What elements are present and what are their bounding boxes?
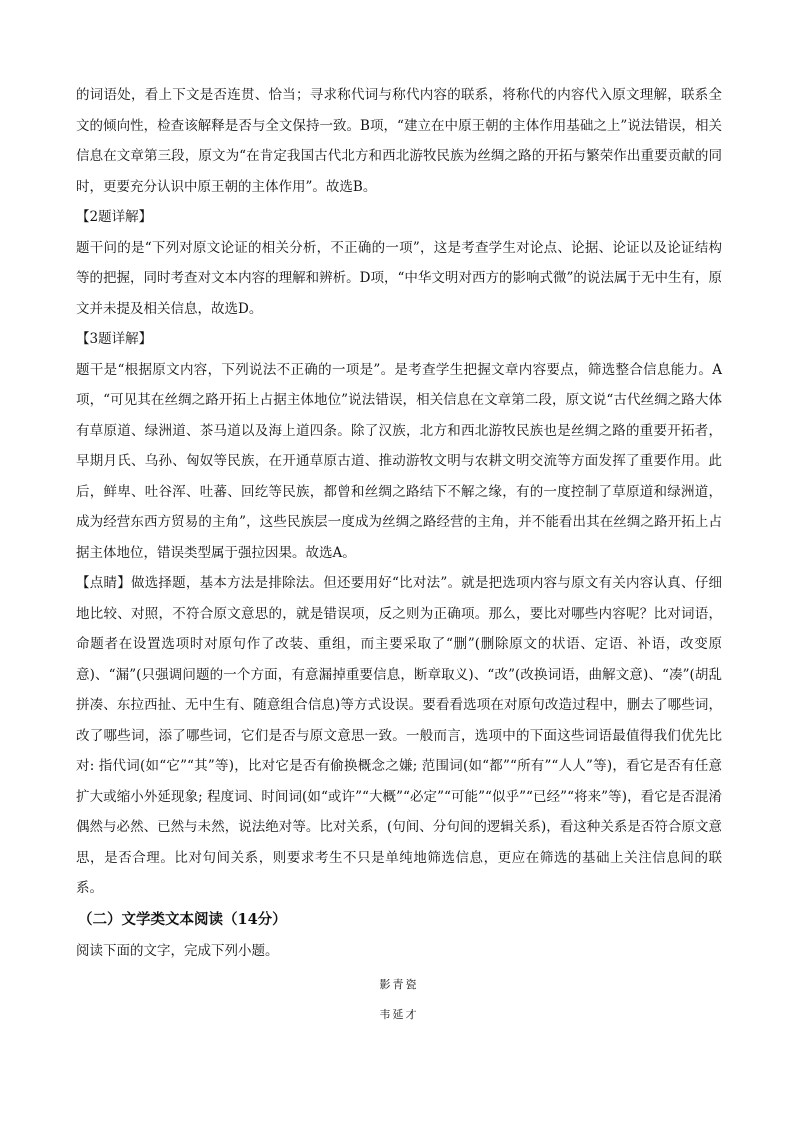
story-title: 影青瓷 [379, 978, 419, 991]
answer-paragraph-3: 题干是“根据原文内容，下列说法不正确的一项是”。是考查学生把握文章内容要点，筛选整合信息能力。A项，“可见其在丝绸之路开拓上占据主体地位”说法错误，相关信息在文章第二段，原文说“古代丝绸之路大体有草原道、绿洲道、茶马道以及海上道四条。除了汉族，北方和西北游牧民族也是丝绸之路的重要开拓者，早期月氏、乌孙、匈奴等民族，在开通草原古道、推动游牧文明与农耕文明交流等方面发挥了重要作用。此后，鲜卑、吐谷浑、吐蕃、回纥等民族，都曾和丝绸之路结下不解之缘，有的一度控制了草原道和绿洲道，成为经营东西方贸易的主角”，这些民族层一度成为丝绸之路经营的主角，并不能看出其在丝绸之路开拓上占据主体地位，错误类型属于强拉因果。故选A。 [76, 361, 722, 561]
question-3-heading: 【3题详解】 [76, 331, 153, 347]
story-author: 韦延才 [379, 1008, 419, 1021]
question-2-heading: 【2题详解】 [76, 209, 153, 225]
section-title: （二）文学类文本阅读（14分） [78, 910, 287, 928]
answer-paragraph-1: 的词语处，看上下文是否连贯、恰当；寻求称代词与称代内容的联系，将称代的内容代入原文理解，联系全文的倾向性，检查该解释是否与全文保持一致。B项，“建立在中原王朝的主体作用基础之上”说法错误，相关信息在文章第三段，原文为“在肯定我国古代北方和西北游牧民族为丝绸之路的开拓与繁荣作出重要贡献的同时，更要充分认识中原王朝的主体作用”。故选B。 [76, 87, 722, 195]
section-instruction: 阅读下面的文字，完成下列小题。 [76, 942, 279, 959]
document-page [76, 80, 722, 1030]
tips-paragraph: 【点睛】做选择题，基本方法是排除法。但还要用好“比对法”。就是把选项内容与原文有关内容认真、仔细地比较、对照，不符合原文意思的，就是错误项，反之则为正确项。那么，要比对哪些内容呢？比对词语，命题者在设置选项时对原句作了改装、重组，而主要采取了“删”(删除原文的状语、定语、补语，改变原意)、“漏”(只强调问题的一个方面，有意漏掉重要信息，断章取义)、“改”(改换词语，曲解文意)、“凑”(胡乱拼凑、东拉西扯、无中生有、随意组合信息)等方式设误。要看看选项在对原句改造过程中，删去了哪些词，改了哪些词，添了哪些词，它们是否与原文意思一致。一般而言，选项中的下面这些词语最值得我们优先比对: 指代词(如“它”“其”等)，比对它是否有偷换概念之嫌; 范围词(如“都”“所有”“人人”等)，看它是否有任意扩大或缩小外延现象; 程度词、时间词(如“或许”“大概”“必定”“可能”“似乎”“已经”“将来”等)，看它是否混淆偶然与必然、已然与未然，说法绝对等。比对关系，(句间、分句间的逻辑关系)，看这种关系是否符合原文意思，是否合理。比对句间关系，则要求考生不只是单纯地筛选信息，更应在筛选的基础上关注信息间的联系。 [76, 575, 722, 896]
answer-paragraph-2: 题干问的是“下列对原文论证的相关分析，不正确的一项”，这是考查学生对论点、论据、论证以及论证结构等的把握，同时考查对文本内容的理解和辨析。D项，“中华文明对西方的影响式微”的说法属于无中生有，原文并未提及相关信息，故选D。 [76, 239, 722, 317]
